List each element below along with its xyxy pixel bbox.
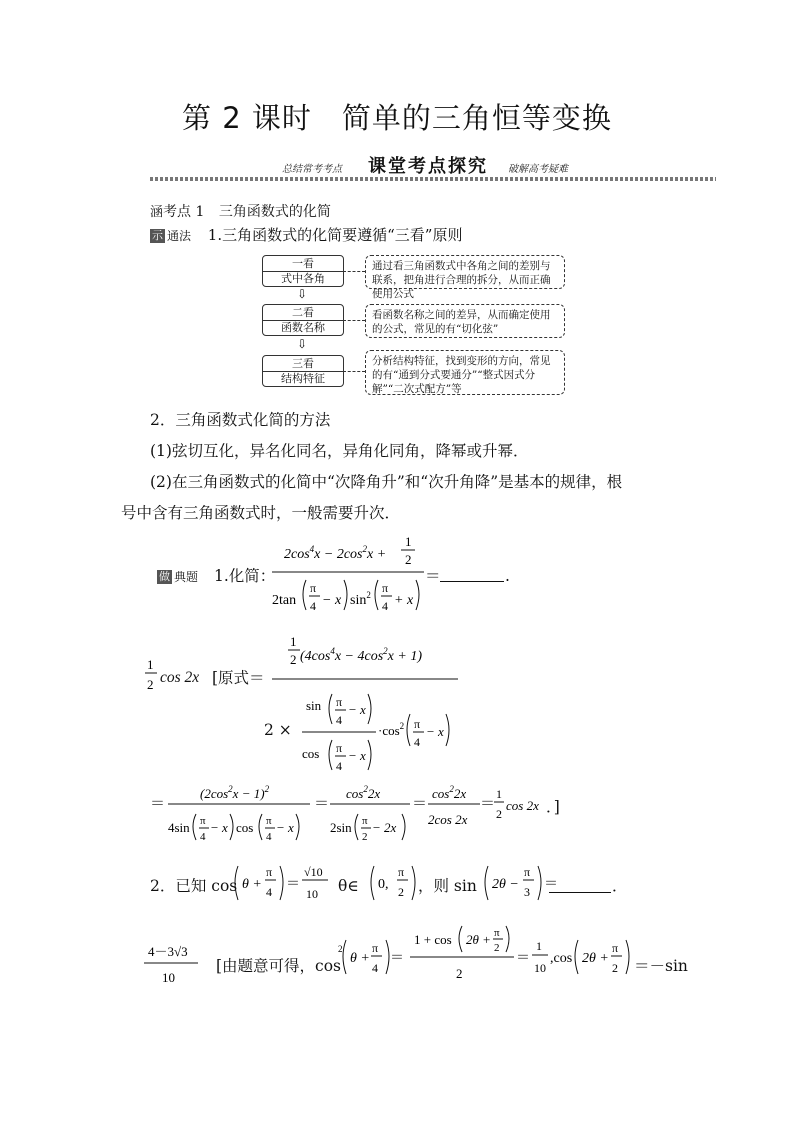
answer-2-value	[142, 938, 202, 988]
question-1-blank	[440, 580, 504, 582]
flow-connector-2	[343, 320, 365, 321]
svg-text:＝: ＝	[390, 951, 404, 966]
svg-text:π: π	[336, 695, 343, 709]
svg-text:4sin: 4sin	[168, 820, 190, 835]
svg-text:π: π	[310, 581, 317, 595]
svg-text:＝: ＝	[480, 796, 496, 812]
svg-text:(2cos2x − 1)2: $(2\cos^2x - 1)^2$	[200, 784, 270, 801]
flow-desc-2: 看函数名称之间的差异，从而确定使用的公式，常见的有“切化弦”	[365, 304, 565, 338]
flow-step-3-top: 三看	[263, 356, 343, 372]
svg-text:1: 1	[536, 939, 542, 953]
flow-desc-1: 通过看三角函数式中各角之间的差别与联系，把角进行合理的拆分，从而正确使用公式	[365, 255, 565, 289]
answer-1-bracket: [原式＝	[212, 669, 265, 687]
flow-step-2-bottom: 函数名称	[281, 321, 325, 334]
down-arrow-icon: ⇩	[296, 337, 308, 351]
svg-text:2sin: 2sin	[330, 820, 352, 835]
answer-1-close: ．]	[546, 798, 560, 816]
svg-text:4: 4	[336, 759, 342, 773]
answer-2-tail: ＝－sin	[634, 957, 688, 975]
svg-text:4: 4	[372, 961, 378, 975]
svg-text:·cos2: $\cdot\cos^2$	[378, 721, 405, 738]
page-title: 第 2 课时 简单的三角恒等变换	[182, 101, 612, 135]
svg-text:4: 4	[310, 599, 316, 613]
svg-text:+ x: + x	[394, 593, 414, 608]
svg-text:1: 1	[147, 657, 154, 672]
svg-text:π: π	[362, 815, 368, 827]
banner-right-text: 破解高考疑难	[508, 164, 568, 175]
svg-text:2: 2	[612, 961, 618, 975]
svg-text:2: 2	[496, 807, 502, 821]
flow-connector-1	[343, 271, 365, 272]
svg-text:2θ +: 2θ +	[466, 932, 491, 947]
svg-text:√10: √10	[304, 865, 323, 879]
svg-text:cos22x: $\cos^22x$	[346, 784, 381, 801]
point-label: 考点 1	[163, 204, 205, 220]
svg-text:2: 2	[456, 966, 463, 981]
svg-text:2: 2	[405, 552, 412, 567]
svg-text:2: 2	[494, 942, 500, 954]
question-1-equals: ＝	[425, 567, 441, 585]
svg-text:2cos4x − 2cos2x +: $2\cos^4x - 2\cos^2x$ +	[284, 544, 387, 562]
svg-text:π: π	[524, 865, 531, 879]
section-banner	[150, 150, 716, 184]
svg-text:2cos 2x: 2cos 2x	[428, 812, 468, 827]
flow-step-2-top: 二看	[263, 305, 343, 321]
svg-text:＝: ＝	[516, 951, 530, 966]
svg-text:cos22x: $\cos^22x$	[432, 784, 467, 801]
svg-text:4: 4	[200, 831, 206, 843]
point-title: 三角函数式的化简	[218, 204, 331, 220]
svg-text:4: 4	[266, 831, 272, 843]
svg-text:π: π	[372, 941, 379, 955]
svg-text:π: π	[336, 741, 343, 755]
svg-text:θ +: θ +	[350, 951, 370, 966]
question-2-blank	[549, 891, 611, 893]
svg-text:1: 1	[496, 787, 502, 801]
svg-text:1: 1	[405, 534, 412, 549]
answer-1-final-line	[150, 780, 570, 844]
svg-text:π: π	[382, 581, 389, 595]
question-2-target	[484, 858, 558, 908]
svg-text:2θ −: 2θ −	[492, 877, 519, 892]
flow-step-3	[262, 355, 344, 387]
flow-connector-3	[343, 371, 365, 372]
flow-step-1-top: 一看	[263, 256, 343, 272]
question-2-interval	[370, 858, 420, 908]
answer-2-numerator: 4－3√3	[148, 944, 188, 959]
question-2-mid1: θ∈	[338, 877, 359, 895]
svg-text:2: 2	[290, 652, 297, 667]
svg-text:π: π	[200, 815, 206, 827]
svg-text:2: 2	[398, 885, 404, 899]
answer-1-derivation	[258, 632, 468, 774]
svg-text:＝: ＝	[544, 877, 558, 892]
question-2-prefix: 2．已知 cos	[150, 877, 238, 895]
svg-text:− 2x: − 2x	[372, 820, 397, 835]
svg-text:0,: 0,	[378, 877, 389, 892]
answer-2-lead: [由题意可得，cos	[216, 957, 342, 975]
svg-text:θ +: θ +	[242, 877, 262, 892]
question-1-prefix: 1.化简：	[214, 567, 276, 585]
tongfa-text: 1.三角函数式的化简要遵循“三看”原则	[207, 226, 463, 244]
svg-text:,cos: ,cos	[550, 951, 573, 966]
flow-step-1-bottom: 式中各角	[281, 272, 325, 285]
banner-divider	[150, 177, 716, 181]
svg-text:− x: − x	[348, 748, 366, 763]
svg-text:cos: cos	[302, 746, 320, 761]
method-1: (1)弦切互化，异名化同名，异角化同角，降幂或升幂．	[150, 442, 529, 460]
flow-desc-3: 分析结构特征，找到变形的方向，常见的有“通到分式要通分”“整式因式分解”“二次式配方”等	[365, 350, 565, 395]
question-1-end: .	[505, 567, 510, 585]
svg-text:＝: ＝	[150, 796, 166, 812]
svg-text:＝: ＝	[286, 877, 300, 892]
down-arrow-icon: ⇩	[296, 287, 308, 301]
banner-title: 课堂考点探究	[368, 156, 488, 177]
svg-text:π: π	[266, 815, 272, 827]
svg-text:π: π	[494, 927, 500, 939]
svg-text:cos 2x: cos 2x	[506, 798, 539, 813]
svg-text:＝: ＝	[314, 796, 330, 812]
svg-text:1: 1	[290, 634, 297, 649]
flow-step-2	[262, 304, 344, 336]
svg-text:2: 2	[147, 677, 154, 692]
tongfa-line	[150, 225, 462, 246]
svg-text:2: 2	[338, 944, 343, 954]
svg-text:− x: − x	[276, 820, 294, 835]
svg-text:2θ +: 2θ +	[582, 951, 609, 966]
svg-text:sin: sin	[306, 698, 322, 713]
answer-2-derivation	[338, 922, 658, 988]
svg-text:− x: − x	[426, 724, 444, 739]
svg-text:cos: cos	[236, 820, 254, 835]
svg-text:sin2: $\sin^2$	[350, 590, 371, 608]
question-1-formula	[270, 528, 520, 618]
point-ornament: 涵	[150, 205, 164, 220]
flow-step-1	[262, 255, 344, 287]
method-title: 2．三角函数式化简的方法	[150, 411, 331, 429]
svg-text:π: π	[414, 717, 421, 731]
question-2-end: ．	[612, 877, 628, 895]
svg-text:− x: − x	[322, 593, 342, 608]
answer-1-times: 2 ×	[264, 721, 292, 739]
svg-text:4: 4	[414, 735, 420, 749]
tongfa-tag-suffix: 通法	[167, 229, 192, 243]
svg-text:2tan: 2tan	[272, 593, 297, 608]
svg-text:π: π	[398, 865, 405, 879]
svg-text:1 + cos: 1 + cos	[414, 932, 452, 947]
svg-text:10: 10	[306, 887, 318, 901]
svg-text:π: π	[266, 865, 273, 879]
banner-left-text: 总结常考考点	[282, 164, 342, 175]
answer-1-value: cos 2x	[160, 669, 200, 686]
question-2-mid2: ，则 sin	[418, 877, 477, 895]
svg-text:2: 2	[362, 831, 368, 843]
question-2-given	[234, 858, 334, 908]
point-heading	[150, 202, 331, 223]
svg-text:− x: − x	[210, 820, 228, 835]
dianti-tag-group	[157, 566, 198, 587]
dianti-tag-suffix: 典题	[174, 570, 199, 584]
answer-2-denominator: 10	[162, 970, 175, 985]
svg-text:− x: − x	[348, 702, 366, 717]
svg-text:4: 4	[382, 599, 388, 613]
flow-step-3-bottom: 结构特征	[281, 372, 325, 385]
svg-text:＝: ＝	[412, 796, 428, 812]
svg-text:(4cos4x − 4cos2x + 1): $(4\cos^4x - 4\cos^2x + 1)$	[300, 646, 422, 664]
svg-text:4: 4	[336, 713, 342, 727]
svg-text:4: 4	[266, 885, 272, 899]
tongfa-tag: 示	[152, 229, 163, 242]
svg-text:10: 10	[534, 961, 546, 975]
svg-text:π: π	[612, 941, 619, 955]
method-2-line-2: 号中含有三角函数式时，一般需要升次．	[121, 504, 401, 522]
dianti-tag: 做	[159, 570, 170, 583]
method-2-line-1: (2)在三角函数式的化简中“次降角升”和“次升角降”是基本的规律，根	[150, 473, 623, 491]
svg-text:3: 3	[524, 885, 530, 899]
